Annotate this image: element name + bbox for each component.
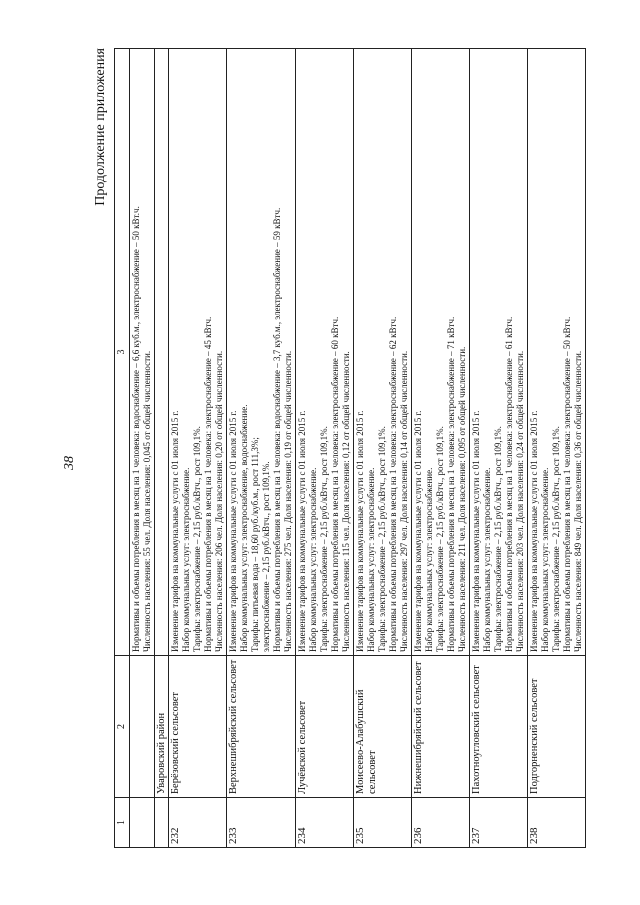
text-line: электроснабжение – 2,15 руб./кВтч., рост 109,1%. bbox=[261, 461, 271, 652]
tariff-description bbox=[528, 49, 586, 656]
tariff-description bbox=[169, 49, 227, 656]
text-line: Набор коммунальных услуг: электроснабжение, водоснабжение. bbox=[239, 404, 249, 652]
text-line: Численность населения: 275 чел. Доля населения: 0,19 от общей численности. bbox=[283, 350, 293, 652]
table-cell bbox=[130, 656, 155, 798]
district-row bbox=[155, 49, 169, 848]
rotated-content bbox=[88, 48, 640, 848]
table-cell bbox=[130, 798, 155, 848]
row-number: 237 bbox=[470, 798, 528, 848]
table-row bbox=[354, 49, 412, 848]
text-line: Численность населения: 297 чел. Доля населения: 0,14 от общей численности. bbox=[399, 350, 409, 652]
text-line: Набор коммунальных услуг: электроснабжение. bbox=[181, 467, 191, 652]
row-number: 234 bbox=[296, 798, 354, 848]
tariff-description bbox=[412, 49, 470, 656]
municipality-name: Моисеево-Алабушский сельсовет bbox=[354, 656, 412, 798]
municipality-name: Верхнешибряйский сельсовет bbox=[227, 656, 296, 798]
text-line: Численность населения: 55 чел. Доля населения: 0,045 от общей численности. bbox=[142, 350, 152, 652]
table-row bbox=[412, 49, 470, 848]
row-number: 238 bbox=[528, 798, 586, 848]
text-line: Нормативы и объемы потребления в месяц на 1 человека: электроснабжение – 50 кВтч. bbox=[562, 316, 572, 652]
text-line: Нормативы и объемы потребления в месяц на 1 человека: водоснабжение – 6,6 куб.м., электроснабжение – 50 кВт.ч. bbox=[131, 206, 141, 652]
tariff-description bbox=[470, 49, 528, 656]
text-line: Изменение тарифов на коммунальные услуги с 01 июля 2015 г. bbox=[471, 410, 481, 652]
text-line: Набор коммунальных услуг: электроснабжение. bbox=[424, 467, 434, 652]
text-line: Тарифы: электроснабжение – 2,15 руб./кВтч., рост 109,1%. bbox=[493, 426, 503, 652]
table-row bbox=[470, 49, 528, 848]
page-number: 38 bbox=[62, 456, 77, 470]
text-line: Тарифы: электроснабжение – 2,15 руб./кВтч., рост 109,1%. bbox=[435, 426, 445, 652]
text-line: Тарифы: электроснабжение – 2,15 руб./кВтч., рост 109,1%. bbox=[377, 426, 387, 652]
text-line: Нормативы и объемы потребления в месяц на 1 человека: электроснабжение – 62 кВтч. bbox=[388, 316, 398, 652]
column-number: 2 bbox=[115, 656, 130, 798]
row-number: 232 bbox=[169, 798, 227, 848]
text-line: Тарифы: электроснабжение – 2,15 руб./кВтч., рост 109,1%. bbox=[319, 426, 329, 652]
text-line: Численность населения: 211 чел. Доля населения: 0,095 от общей численности. bbox=[457, 346, 467, 652]
text-line: Изменение тарифов на коммунальные услуги с 01 июля 2015 г. bbox=[170, 410, 180, 652]
municipality-name: Подгорненский сельсовет bbox=[528, 656, 586, 798]
municipality-name: Берёзовский сельсовет bbox=[169, 656, 227, 798]
column-number: 3 bbox=[115, 49, 130, 656]
column-number: 1 bbox=[115, 798, 130, 848]
text-line: Тарифы: питьевая вода – 18,60 руб./куб.м., рост 111,3%; bbox=[250, 437, 260, 652]
table-row bbox=[296, 49, 354, 848]
continuation-text bbox=[130, 49, 155, 656]
table-row bbox=[227, 49, 296, 848]
text-line: Тарифы: электроснабжение – 2,15 руб./кВтч., рост 109,1%. bbox=[551, 426, 561, 652]
municipality-name: Лучёвской сельсовет bbox=[296, 656, 354, 798]
text-line: Набор коммунальных услуг: электроснабжение. bbox=[308, 467, 318, 652]
column-number-row bbox=[115, 49, 130, 848]
text-line: Изменение тарифов на коммунальные услуги с 01 июля 2015 г. bbox=[413, 410, 423, 652]
text-line: Численность населения: 206 чел. Доля населения: 0,20 от общей численности. bbox=[214, 350, 224, 652]
continuation-caption: Продолжение приложения bbox=[93, 48, 108, 206]
table-row bbox=[528, 49, 586, 848]
text-line: Численность населения: 849 чел. Доля населения: 0,36 от общей численности. bbox=[573, 350, 583, 652]
row-number: 235 bbox=[354, 798, 412, 848]
municipality-name: Пахотноугловский сельсовет bbox=[470, 656, 528, 798]
text-line: Изменение тарифов на коммунальные услуги с 01 июля 2015 г. bbox=[529, 410, 539, 652]
text-line: Изменение тарифов на коммунальные услуги с 01 июля 2015 г. bbox=[228, 410, 238, 652]
tariff-description bbox=[354, 49, 412, 656]
text-line: Тарифы: электроснабжение – 2,15 руб./кВтч., рост 109,1%. bbox=[192, 426, 202, 652]
row-number: 236 bbox=[412, 798, 470, 848]
tariff-description bbox=[227, 49, 296, 656]
text-line: Изменение тарифов на коммунальные услуги с 01 июля 2015 г. bbox=[355, 410, 365, 652]
tariff-description bbox=[296, 49, 354, 656]
table-body bbox=[169, 49, 586, 848]
text-line: Нормативы и объемы потребления в месяц на 1 человека: электроснабжение – 61 кВтч. bbox=[504, 316, 514, 652]
tariff-table bbox=[114, 48, 586, 848]
table-cell bbox=[155, 798, 169, 848]
text-line: Численность населения: 115 чел. Доля населения: 0,12 от общей численности. bbox=[341, 351, 351, 652]
district-name: Уваровский район bbox=[155, 656, 169, 798]
text-line: Набор коммунальных услуг: электроснабжение. bbox=[482, 467, 492, 652]
text-line: Численность населения: 203 чел. Доля населения: 0,24 от общей численности. bbox=[515, 350, 525, 652]
row-number: 233 bbox=[227, 798, 296, 848]
text-line: Изменение тарифов на коммунальные услуги с 01 июля 2015 г. bbox=[297, 410, 307, 652]
text-line: Нормативы и объемы потребления в месяц на 1 человека: электроснабжение – 71 кВтч. bbox=[446, 316, 456, 652]
text-line: Набор коммунальных услуг: электроснабжение. bbox=[366, 467, 376, 652]
table-row bbox=[169, 49, 227, 848]
table-cell bbox=[155, 49, 169, 656]
continuation-row bbox=[130, 49, 155, 848]
municipality-name: Нижнешибряйский сельсовет bbox=[412, 656, 470, 798]
text-line: Нормативы и объемы потребления в месяц на 1 человека: электроснабжение – 45 кВтч. bbox=[203, 316, 213, 652]
text-line: Нормативы и объемы потребления в месяц на 1 человека: электроснабжение – 60 кВтч. bbox=[330, 316, 340, 652]
text-line: Нормативы и объемы потребления в месяц на 1 человека: водоснабжение – 3,7 куб.м., электроснабжение – 59 кВтч. bbox=[272, 207, 282, 652]
text-line: Набор коммунальных услуг: электроснабжение. bbox=[540, 467, 550, 652]
